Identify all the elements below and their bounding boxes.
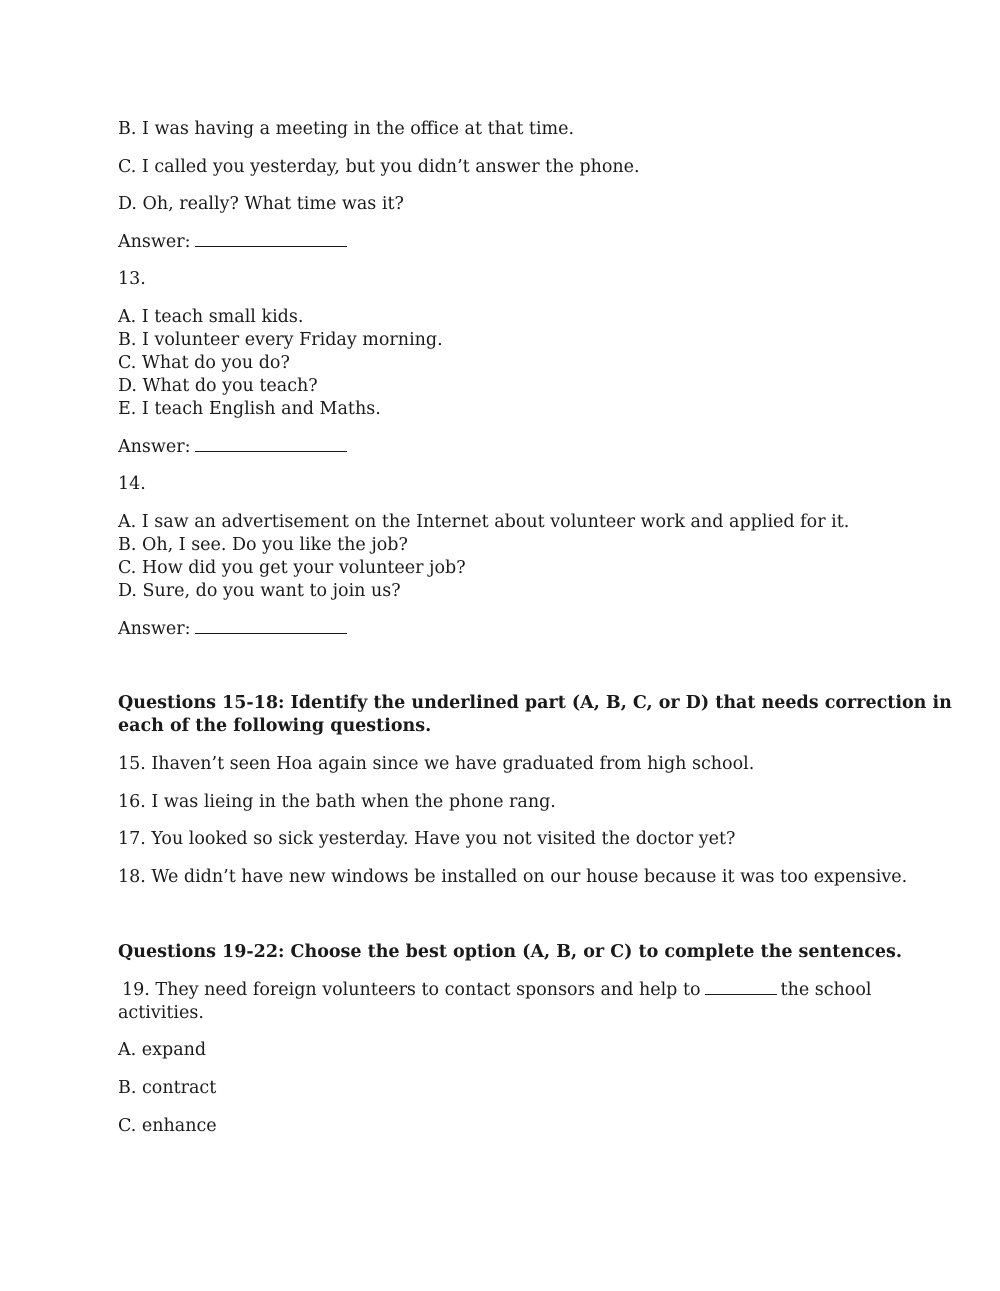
q12-option-b: B. I was having a meeting in the office at that time.: [118, 119, 575, 139]
q14-option-a: A. I saw an advertisement on the Internet about volunteer work and applied for it.: [118, 512, 850, 532]
q17-sentence: 17. You looked so sick yesterday. Have you not visited the doctor yet?: [118, 829, 736, 849]
q13-answer-row: [118, 436, 347, 459]
q16-sentence: 16. I was lieing in the bath when the phone rang.: [118, 792, 556, 812]
q13-option-c: C. What do you do?: [118, 353, 290, 373]
section-19-22-heading: Questions 19-22: Choose the best option (A, B, or C) to complete the sentences.: [118, 942, 902, 962]
section-15-18-heading-line2: each of the following questions.: [118, 716, 432, 736]
q19-stem-after: the school: [780, 980, 872, 1000]
q14-answer-row: [118, 618, 347, 641]
q19-option-a: A. expand: [118, 1040, 207, 1060]
q19-stem-line2: activities.: [118, 1003, 204, 1023]
q18-sentence: 18. We didn’t have new windows be installed on our house because it was too expensive.: [118, 867, 908, 887]
q13-answer-blank[interactable]: [195, 436, 347, 452]
q14-number: 14.: [118, 474, 146, 494]
section-15-18-heading-line1: Questions 15-18: Identify the underlined part (A, B, C, or D) that needs correction in: [118, 693, 952, 713]
q13-option-e: E. I teach English and Maths.: [118, 399, 381, 419]
q12-answer-label: Answer:: [118, 232, 191, 252]
q19-stem-line1: [122, 979, 871, 1002]
q14-option-c: C. How did you get your volunteer job?: [118, 558, 466, 578]
q13-option-d: D. What do you teach?: [118, 376, 318, 396]
q13-answer-label: Answer:: [118, 437, 191, 457]
q13-number: 13.: [118, 269, 146, 289]
q13-option-b: B. I volunteer every Friday morning.: [118, 330, 443, 350]
q12-option-c: C. I called you yesterday, but you didn’t answer the phone.: [118, 157, 640, 177]
q14-answer-label: Answer:: [118, 619, 191, 639]
q14-option-d: D. Sure, do you want to join us?: [118, 581, 401, 601]
q12-answer-blank[interactable]: [195, 231, 347, 247]
q19-answer-blank[interactable]: [705, 979, 777, 995]
q13-option-a: A. I teach small kids.: [118, 307, 304, 327]
q19-option-b: B. contract: [118, 1078, 217, 1098]
q19-option-c: C. enhance: [118, 1116, 217, 1136]
q19-stem-before: 19. They need foreign volunteers to contact sponsors and help to: [122, 980, 701, 1000]
q14-answer-blank[interactable]: [195, 618, 347, 634]
q14-option-b: B. Oh, I see. Do you like the job?: [118, 535, 408, 555]
q15-sentence: 15. Ihaven’t seen Hoa again since we have graduated from high school.: [118, 754, 755, 774]
q12-answer-row: [118, 231, 347, 254]
q12-option-d: D. Oh, really? What time was it?: [118, 194, 404, 214]
